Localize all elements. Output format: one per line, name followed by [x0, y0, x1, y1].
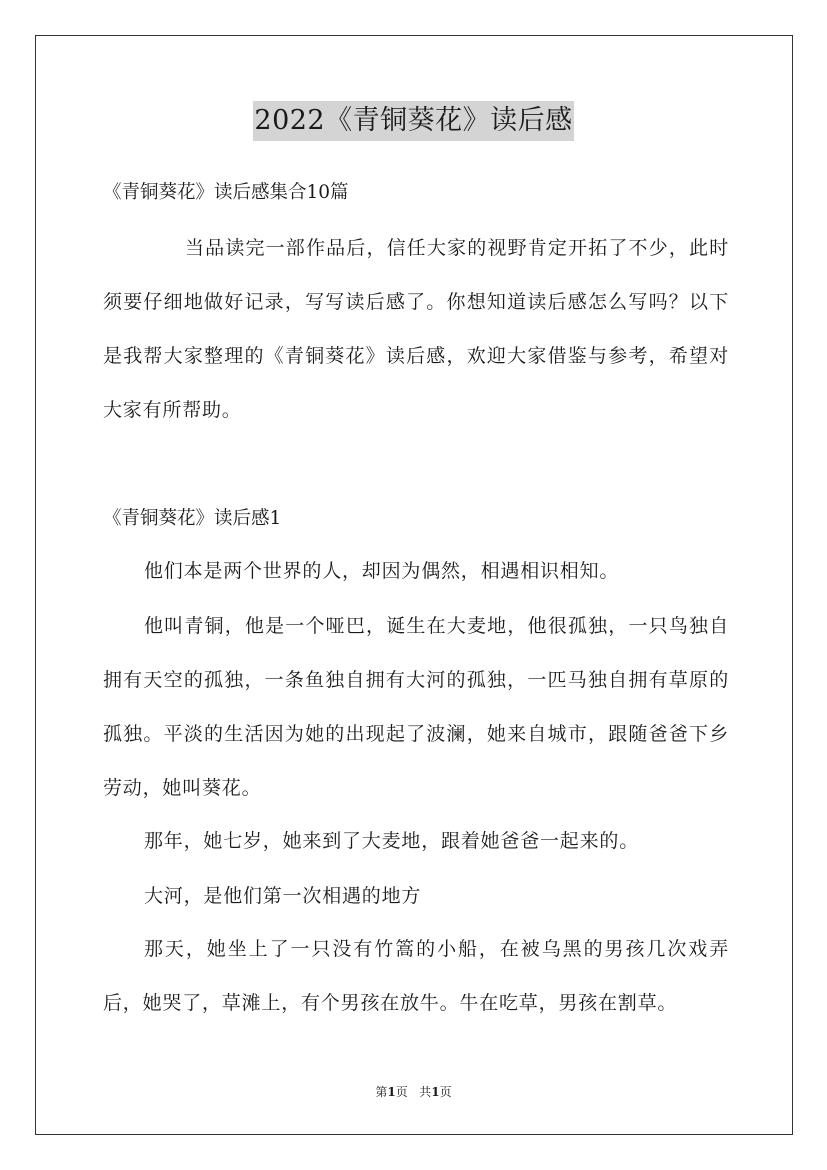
body-paragraph-1: 他们本是两个世界的人，却因为偶然，相遇相识相知。: [144, 560, 620, 582]
title-container: [0, 101, 827, 141]
section-heading: 《青铜葵花》读后感1: [103, 508, 282, 529]
body-paragraph-3: 那年，她七岁，她来到了大麦地，跟着她爸爸一起来的。: [144, 830, 640, 852]
body-paragraph-5: 那天，她坐上了一只没有竹篙的小船，在被乌黑的男孩几次戏弄后，她哭了，草滩上，有个男孩在放牛。牛在吃草，男孩在割草。: [103, 938, 729, 1014]
footer-total-label: 共: [419, 1085, 432, 1099]
footer-page-label: 第: [375, 1085, 388, 1099]
document-subtitle: 《青铜葵花》读后感集合10篇: [103, 182, 349, 203]
body-paragraph-4: 大河，是他们第一次相遇的地方: [144, 885, 422, 907]
footer-page-suffix: 页: [395, 1085, 408, 1099]
intro-paragraph: 当品读完一部作品后，信任大家的视野肯定开拓了不少，此时须要仔细地做好记录，写写读后感了。你想知道读后感怎么写吗？以下是我帮大家整理的《青铜葵花》读后感，欢迎大家借鉴与参考，希望对大家有所帮助。: [103, 237, 729, 421]
footer-total-number: 1: [431, 1085, 440, 1099]
footer-total-suffix: 页: [439, 1085, 452, 1099]
document-title: 2022《青铜葵花》读后感: [253, 101, 573, 141]
footer-page-number: 1: [387, 1085, 396, 1099]
page-footer: [0, 1082, 827, 1102]
body-paragraph-2: 他叫青铜，他是一个哑巴，诞生在大麦地，他很孤独，一只鸟独自拥有天空的孤独，一条鱼独自拥有大河的孤独，一匹马独自拥有草原的孤独。平淡的生活因为她的出现起了波澜，她来自城市，跟随爸爸下乡劳动，她叫葵花。: [103, 615, 729, 799]
